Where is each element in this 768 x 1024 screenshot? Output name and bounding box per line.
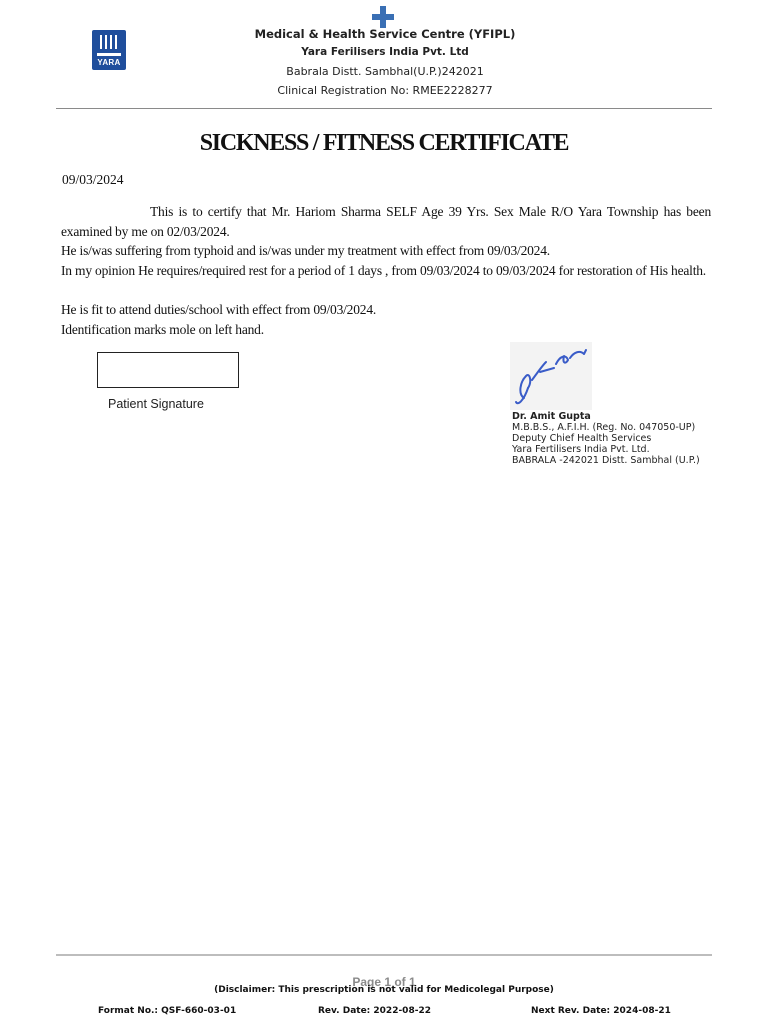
- doctor-company: Yara Fertilisers India Pvt. Ltd.: [512, 444, 650, 455]
- patient-signature-box: [97, 352, 239, 388]
- footer-next-rev-date: Next Rev. Date: 2024-08-21: [531, 1006, 671, 1016]
- medical-cross-icon: [372, 6, 394, 28]
- doctor-designation: Deputy Chief Health Services: [512, 433, 652, 444]
- doctor-qualifications: M.B.B.S., A.F.I.H. (Reg. No. 047050-UP): [512, 422, 696, 433]
- logo-text: YARA: [97, 58, 121, 67]
- header-company-name: Yara Ferilisers India Pvt. Ltd: [301, 46, 469, 58]
- header-centre-name: Medical & Health Service Centre (YFIPL): [254, 27, 516, 41]
- header-address: Babrala Distt. Sambhal(U.P.)242021: [286, 65, 484, 78]
- patient-signature-label: Patient Signature: [108, 397, 204, 411]
- certificate-paragraph-fitness: He is fit to attend duties/school with effect from 09/03/2024.: [61, 302, 377, 317]
- footer-rev-date: Rev. Date: 2022-08-22: [318, 1006, 431, 1016]
- doctor-address: BABRALA -242021 Distt. Sambhal (U.P.): [512, 455, 700, 466]
- certificate-date: 09/03/2024: [62, 172, 124, 187]
- doctor-name: Dr. Amit Gupta: [512, 411, 591, 422]
- page-number: Page 1 of 1: [352, 975, 416, 989]
- certificate-paragraph-rest: In my opinion He requires/required rest for a period of 1 days , from 09/03/2024 to 09/03/2024 for restoration of His health.: [61, 263, 706, 278]
- certificate-paragraph-examination: This is to certify that Mr. Hariom Sharma SELF Age 39 Yrs. Sex Male R/O Yara Township has been examined by me on 02/03/2024.: [61, 204, 711, 239]
- certificate-paragraph-identification: Identification marks mole on left hand.: [61, 322, 264, 337]
- header-divider: [56, 108, 712, 109]
- yara-logo: [92, 30, 126, 70]
- header-registration: Clinical Registration No: RMEE2228277: [277, 84, 493, 97]
- viking-ship-icon: [97, 35, 121, 56]
- doctor-signature-image: [510, 342, 592, 410]
- footer-format-number: Format No.: QSF-660-03-01: [98, 1006, 237, 1016]
- certificate-title: SICKNESS / FITNESS CERTIFICATE: [199, 130, 569, 156]
- footer-disclaimer: (Disclaimer: This prescription is not valid for Medicolegal Purpose): [214, 985, 554, 995]
- footer-divider: [56, 954, 712, 956]
- certificate-paragraph-illness: He is/was suffering from typhoid and is/was under my treatment with effect from 09/03/2024.: [61, 243, 550, 258]
